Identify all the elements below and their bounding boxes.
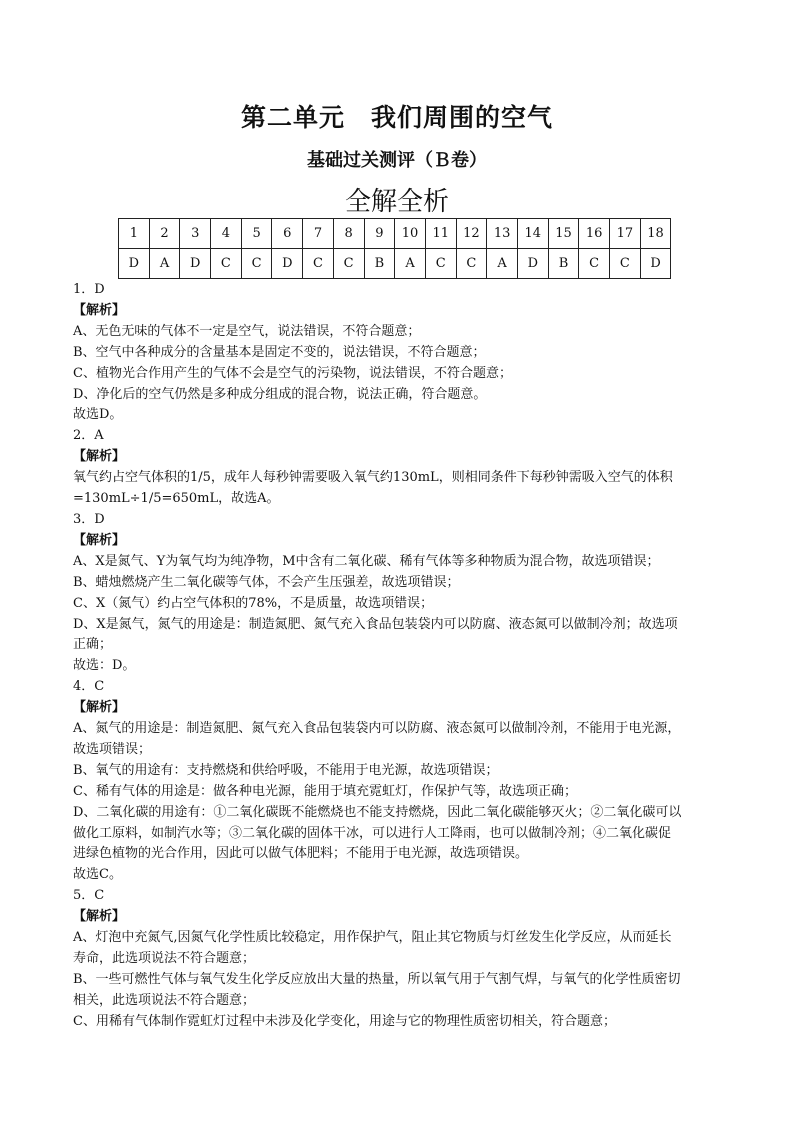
analysis-line: C、用稀有气体制作霓虹灯过程中未涉及化学变化，用途与它的物理性质密切相关，符合题意；: [73, 1013, 616, 1029]
answer-cell: B: [364, 249, 395, 279]
answer-cell: D: [640, 249, 671, 279]
question-number-cell: 4: [211, 219, 242, 249]
answer-table-answer-row: [119, 249, 671, 279]
analysis-line: 故选C。: [73, 867, 122, 883]
answer-cell: D: [119, 249, 150, 279]
answer-cell: A: [487, 249, 518, 279]
analysis-line: 氧气约占空气体积的1/5，成年人每秒钟需要吸入氧气约130mL，则相同条件下每秒钟需吸入空气的体积: [73, 470, 673, 486]
answer-table: [118, 218, 671, 279]
analysis-line: C、植物光合作用产生的气体不会是空气的污染物，说法错误，不符合题意；: [73, 365, 512, 381]
answer-cell: C: [456, 249, 487, 279]
analysis-line: B、蜡烛燃烧产生二氧化碳等气体，不会产生压强差，故选项错误；: [73, 574, 460, 590]
answer-cell: A: [395, 249, 426, 279]
question-number-cell: 11: [425, 219, 456, 249]
analysis-header: 【解析】: [73, 532, 126, 548]
answer-cell: D: [517, 249, 548, 279]
analysis-content: [73, 280, 723, 1033]
analysis-line: D、净化后的空气仍然是多种成分组成的混合物，说法正确，符合题意。: [73, 386, 487, 402]
section-title: 全解全析: [344, 187, 449, 217]
answer-cell: B: [548, 249, 579, 279]
question-number-cell: 10: [395, 219, 426, 249]
answer-table-number-row: [119, 219, 671, 249]
question-number-cell: 1: [119, 219, 150, 249]
analysis-header: 【解析】: [73, 449, 126, 465]
question-number-cell: 14: [517, 219, 548, 249]
analysis-line: =130mL÷1/5=650mL，故选A。: [73, 491, 280, 507]
question-number-cell: 8: [333, 219, 364, 249]
document-subtitle: 基础过关测评（Ｂ卷）: [307, 150, 487, 171]
analysis-line: B、空气中各种成分的含量基本是固定不变的，说法错误，不符合题意；: [73, 344, 486, 360]
question-number-cell: 6: [272, 219, 303, 249]
question-number-cell: 15: [548, 219, 579, 249]
question-number-cell: 13: [487, 219, 518, 249]
answer-cell: D: [180, 249, 211, 279]
question-number-cell: 16: [579, 219, 610, 249]
analysis-line: 寿命，此选项说法不符合题意；: [73, 951, 256, 966]
analysis-line: 做化工原料，如制汽水等；③二氧化碳的固体干冰，可以进行人工降雨，也可以做制冷剂；④二氧化碳促: [73, 825, 672, 841]
question-number-cell: 18: [640, 219, 671, 249]
analysis-line: A、无色无味的气体不一定是空气，说法错误，不符合题意；: [73, 323, 421, 339]
answer-cell: C: [579, 249, 610, 279]
question-number-cell: 7: [303, 219, 334, 249]
analysis-line: B、一些可燃性气体与氧气发生化学反应放出大量的热量，所以氧气用于气割气焊，与氧气的化学性质密切: [73, 971, 681, 987]
analysis-line: A、氮气的用途是：制造氮肥、氮气充入食品包装袋内可以防腐、液态氮可以做制冷剂，不能用于电光源，: [73, 721, 681, 737]
question-number-cell: 2: [149, 219, 180, 249]
question-number-cell: 5: [241, 219, 272, 249]
analysis-line: 2．A: [73, 428, 104, 444]
analysis-line: 进绿色植物的光合作用，因此可以做气体肥料；不能用于电光源，故选项错误。: [73, 846, 529, 862]
analysis-line: 正确；: [73, 637, 113, 653]
answer-cell: A: [149, 249, 180, 279]
analysis-line: A、X是氮气、Y为氧气均为纯净物，M中含有二氧化碳、稀有气体等多种物质为混合物，故选项错误；: [73, 553, 660, 569]
analysis-header: 【解析】: [73, 302, 126, 318]
question-number-cell: 17: [610, 219, 641, 249]
answer-cell: C: [425, 249, 456, 279]
analysis-line: 故选：D。: [73, 658, 136, 674]
document-title: 第二单元 我们周围的空气: [240, 103, 553, 132]
analysis-line: C、稀有气体的用途是：做各种电光源，能用于填充霓虹灯，作保护气等，故选项正确；: [73, 783, 577, 799]
analysis-line: 5．C: [73, 888, 105, 904]
analysis-line: D、X是氮气，氮气的用途是：制造氮肥、氮气充入食品包装袋内可以防腐、液态氮可以做制冷剂；故选项: [73, 616, 678, 632]
question-number-cell: 3: [180, 219, 211, 249]
answer-cell: C: [610, 249, 641, 279]
answer-cell: C: [303, 249, 334, 279]
analysis-line: 4．C: [73, 679, 105, 695]
answer-cell: C: [241, 249, 272, 279]
answer-cell: C: [333, 249, 364, 279]
question-number-cell: 12: [456, 219, 487, 249]
analysis-line: 故选D。: [73, 407, 123, 423]
analysis-line: C、X（氮气）约占空气体积的78%，不是质量，故选项错误；: [73, 595, 434, 611]
question-number-cell: 9: [364, 219, 395, 249]
answer-cell: D: [272, 249, 303, 279]
analysis-header: 【解析】: [73, 700, 126, 716]
answer-cell: C: [211, 249, 242, 279]
analysis-line: A、灯泡中充氮气,因氮气化学性质比较稳定，用作保护气，阻止其它物质与灯丝发生化学反应，从而延长: [73, 930, 672, 946]
analysis-line: 3．D: [73, 511, 105, 527]
analysis-line: D、二氧化碳的用途有：①二氧化碳既不能燃烧也不能支持燃烧，因此二氧化碳能够灭火；②二氧化碳可以: [73, 804, 682, 820]
analysis-header: 【解析】: [73, 909, 126, 925]
analysis-line: B、氧气的用途有：支持燃烧和供给呼吸，不能用于电光源，故选项错误；: [73, 762, 499, 778]
analysis-line: 相关，此选项说法不符合题意；: [73, 992, 256, 1008]
analysis-line: 故选项错误；: [73, 741, 152, 757]
analysis-line: 1．D: [73, 282, 105, 297]
